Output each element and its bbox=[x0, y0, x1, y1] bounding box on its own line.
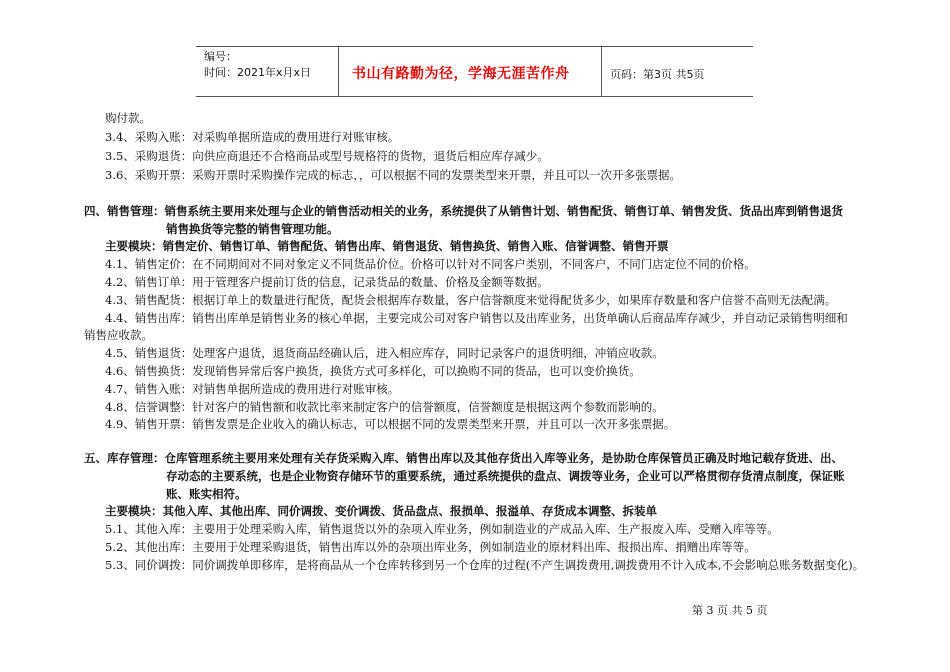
section-heading: 四、销售管理：销售系统主要用来处理与企业的销售活动相关的业务，系统提供了从销售计划、销售配货、销售订单、销售发货、货品出库到销售退货 bbox=[84, 204, 843, 218]
body-line: 4.1、销售定价：在不同期间对不同对象定义不同货品价位。价格可以针对不同客户类别，不同客户，不同门店定位不同的价格。 bbox=[105, 257, 756, 271]
body-line: 销售应收款。 bbox=[84, 328, 153, 342]
header-page-number: 页码：第3页 共5页 bbox=[610, 68, 705, 81]
header-separator-left bbox=[338, 46, 339, 96]
body-line: 4.5、销售退货：处理客户退货，退货商品经确认后，进入相应库存，同时记录客户的退货明细，冲销应收款。 bbox=[105, 346, 664, 360]
body-line: 4.6、销售换货：发现销售异常后客户换货，换货方式可多样化，可以换购不同的货品，也可以变价换货。 bbox=[105, 364, 641, 378]
body-line: 4.2、销售订单：用于管理客户提前订货的信息，记录货品的数量、价格及金额等数据。 bbox=[105, 275, 549, 289]
body-line: 4.8、信誉调整：针对客户的销售额和收款比率来制定客户的信誉额度，信誉额度是根据这两个参数而影响的。 bbox=[105, 400, 664, 414]
body-line: 4.7、销售入账：对销售单据所造成的费用进行对账审核。 bbox=[105, 382, 400, 396]
header-separator-right bbox=[601, 46, 602, 96]
body-line: 5.2、其他出库：主要用于处理采购退货，销售出库以外的杂项出库业务，例如制造业的原材料出库、报损出库、捐赠出库等等。 bbox=[105, 540, 756, 554]
body-line: 4.4、销售出库：销售出库单是销售业务的核心单据，主要完成公司对客户销售以及出库业务，出货单确认后商品库存减少，并自动记录销售明细和 bbox=[105, 311, 848, 325]
header-top-rule bbox=[196, 46, 753, 47]
document-number-label: 编号： bbox=[204, 50, 237, 63]
module-list: 主要模块：其他入库、其他出库、同价调拨、变价调拨、货品盘点、报损单、报溢单、存货成本调整、拆装单 bbox=[105, 504, 657, 518]
body-line: 4.3、销售配货：根据订单上的数量进行配货，配货会根据库存数量，客户信誉额度来觉得配货多少，如果库存数量和客户信誉不高则无法配满。 bbox=[105, 293, 837, 307]
body-line: 5.1、其他入库：主要用于处理采购入库，销售退货以外的杂项入库业务，例如制造业的产成品入库、生产报废入库、受赠入库等等。 bbox=[105, 522, 779, 536]
body-line: 购付款。 bbox=[105, 111, 151, 125]
module-list: 主要模块：销售定价、销售订单、销售配货、销售出库、销售退货、销售换货、销售入账、信誉调整、销售开票 bbox=[105, 239, 669, 253]
body-line: 4.9、销售开票：销售发票是企业收入的确认标志，可以根据不同的发票类型来开票，并且可以一次开多张票据。 bbox=[105, 417, 676, 431]
document-time-label: 时间：2021年x月x日 bbox=[204, 66, 312, 79]
page-footer: 第 3 页 共 5 页 bbox=[692, 604, 768, 617]
header-motto: 书山有路勤为径，学海无涯苦作舟 bbox=[352, 66, 570, 82]
header-bottom-rule bbox=[196, 96, 753, 97]
body-line: 3.5、采购退货：向供应商退还不合格商品或型号规格符的货物，退货后相应库存减少。 bbox=[105, 149, 549, 163]
section-heading-continuation: 存动态的主要系统，也是企业物资存储环节的重要系统，通过系统提供的盘点、调拨等业务，企业可以严格贯彻存货清点制度，保证账 bbox=[166, 469, 845, 483]
body-line: 5.3、同价调拨：同价调拨单即移库，是将商品从一个仓库转移到另一个仓库的过程(不产生调拨费用,调拨费用不计入成本,不会影响总账务数据变化)。 bbox=[105, 558, 865, 572]
section-heading-continuation: 销售换货等完整的销售管理功能。 bbox=[166, 222, 339, 236]
section-heading: 五、库存管理：仓库管理系统主要用来处理有关存货采购入库、销售出库以及其他存货出入库等业务，是协助仓库保管员正确及时地记载存货进、出、 bbox=[84, 451, 843, 465]
header-info bbox=[204, 49, 311, 81]
body-line: 3.4、采购入账：对采购单据所造成的费用进行对账审核。 bbox=[105, 130, 400, 144]
section-heading-continuation: 账、账实相符。 bbox=[166, 487, 247, 501]
body-line: 3.6、采购开票：采购开票时采购操作完成的标志，，可以根据不同的发票类型来开票，并且可以一次开多张票据。 bbox=[105, 168, 682, 182]
